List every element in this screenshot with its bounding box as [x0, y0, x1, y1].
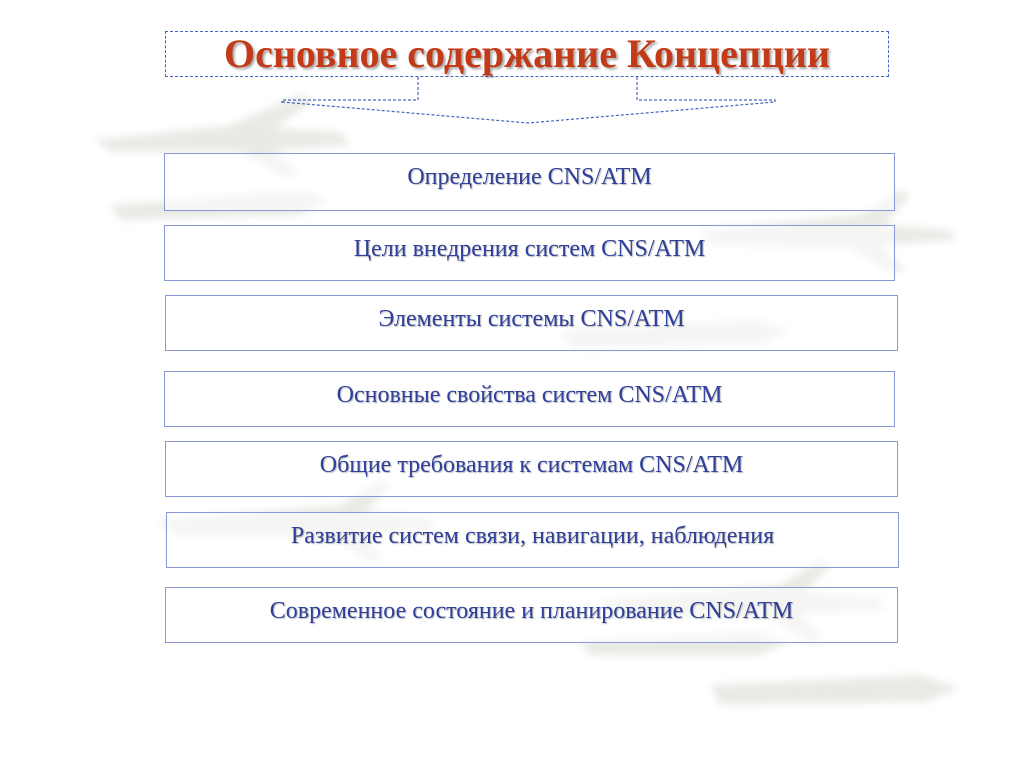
- title-frame: [165, 31, 889, 77]
- connector-left: [282, 77, 418, 103]
- list-item[interactable]: [166, 512, 899, 568]
- list-item-label: Элементы системы CNS/ATM: [378, 306, 685, 332]
- list-item-label: Основные свойства систем CNS/ATM: [336, 382, 723, 408]
- list-item-label: Развитие систем связи, навигации, наблюдения: [290, 523, 775, 549]
- connector-right: [637, 77, 775, 103]
- page-title: Основное содержание Концепции: [223, 31, 831, 76]
- list-item-label: Общие требования к системам CNS/ATM: [319, 452, 744, 478]
- list-item[interactable]: [164, 371, 895, 427]
- list-item[interactable]: [164, 225, 895, 281]
- list-item[interactable]: [165, 587, 898, 643]
- list-item[interactable]: [165, 441, 898, 497]
- list-item-label: Цели внедрения систем CNS/ATM: [353, 236, 706, 262]
- connector-arrow: [282, 102, 775, 123]
- list-item-label: Современное состояние и планирование CNS/ATM: [269, 598, 794, 624]
- list-item[interactable]: [164, 153, 895, 211]
- list-item-label: Определение CNS/ATM: [407, 164, 652, 190]
- list-item[interactable]: [165, 295, 898, 351]
